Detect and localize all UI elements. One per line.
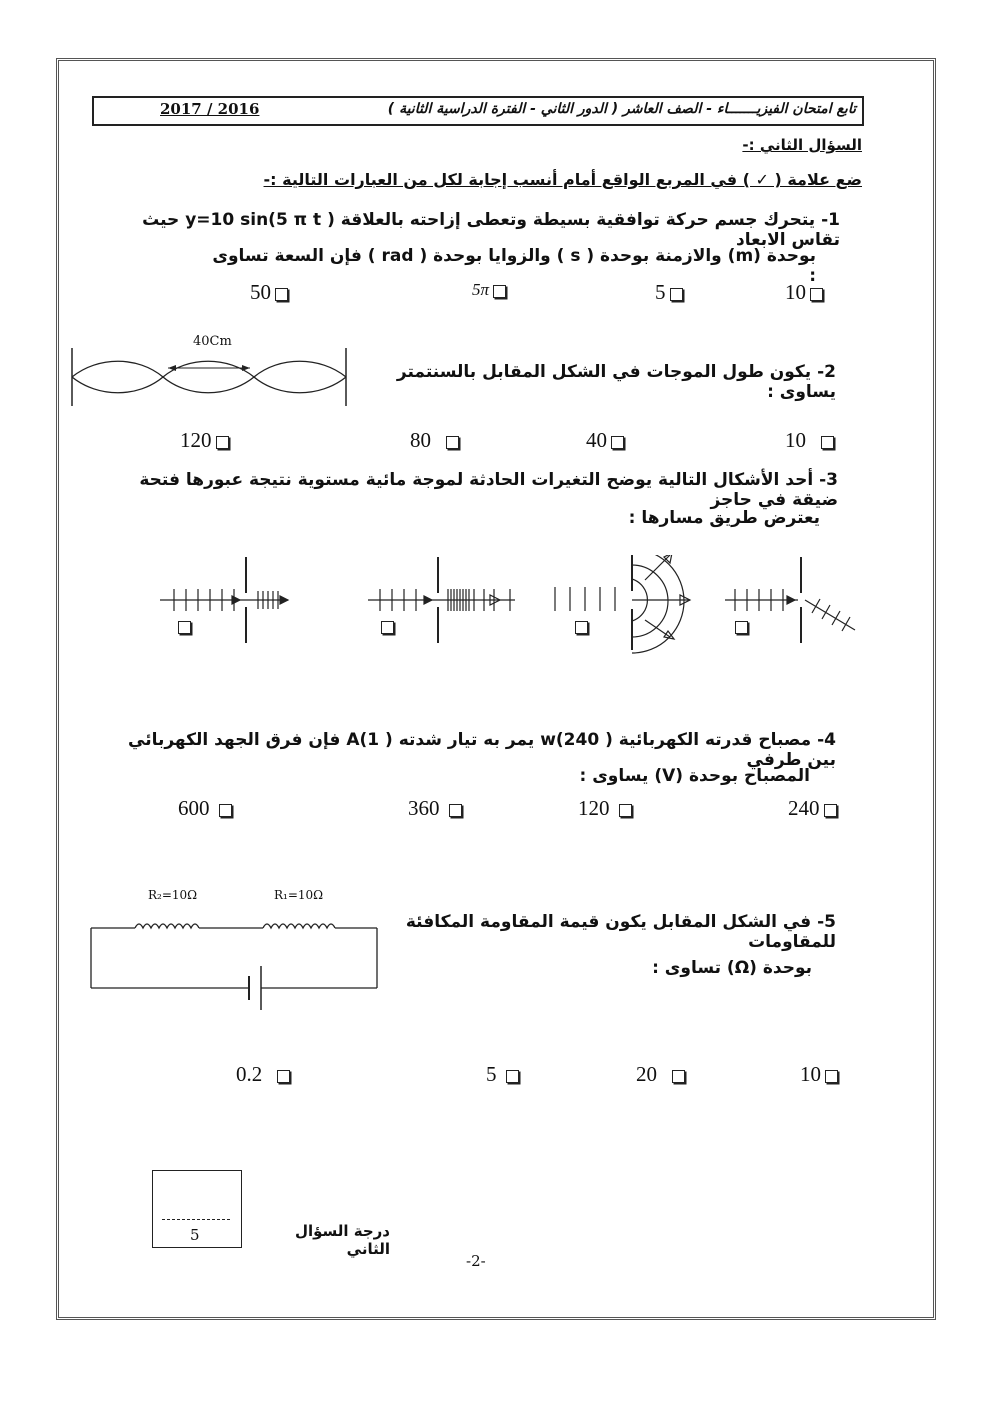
checkbox-icon[interactable] xyxy=(611,436,624,449)
figure-option-c xyxy=(555,555,690,653)
q5-option-4[interactable]: 0.2 xyxy=(236,1062,290,1087)
grade-label: درجة السؤال الثاني xyxy=(294,1222,390,1258)
page-number: -2- xyxy=(466,1252,486,1270)
q4-option-2[interactable]: 120 xyxy=(578,796,632,821)
q4-option-3[interactable]: 360 xyxy=(408,796,462,821)
q5-option-1[interactable]: 10 xyxy=(800,1062,838,1087)
exam-title: تابع امتحان الفيزيـــــــاء - الصف العاشر ( الدور الثاني - الفترة الدراسية الثانية ) xyxy=(387,101,856,117)
checkbox-icon[interactable] xyxy=(619,804,632,817)
q1-line1: 1- يتحرك جسم حركة توافقية بسيطة وتعطى إزاحته بالعلاقة ( y=10 sin(5 π t حيث تقاس الابعاد xyxy=(142,210,840,250)
q4-option-4[interactable]: 600 xyxy=(178,796,232,821)
q5-option-3[interactable]: 5 xyxy=(486,1062,519,1087)
q1-option-4[interactable]: 50 xyxy=(250,280,288,305)
grade-divider xyxy=(162,1219,230,1220)
checkbox-icon[interactable] xyxy=(672,1070,685,1083)
checkbox-icon[interactable] xyxy=(446,436,459,449)
section-title: السؤال الثاني :- xyxy=(742,136,862,154)
figure-b-checkbox[interactable] xyxy=(381,621,394,634)
q2-option-3[interactable]: 80 xyxy=(410,428,459,453)
exam-year: 2017 / 2016 xyxy=(160,100,260,118)
checkbox-icon[interactable] xyxy=(824,804,837,817)
q3-line2: يعترض طريق مسارها : xyxy=(628,508,820,528)
q2-option-2[interactable]: 40 xyxy=(586,428,624,453)
q2-option-1[interactable]: 10 xyxy=(785,428,834,453)
wave-length-label: 40Cm xyxy=(193,334,232,349)
q4-option-1[interactable]: 240 xyxy=(788,796,837,821)
q3-line1: 3- أحد الأشكال التالية يوضح التغيرات الحادثة لموجة مائية مستوية نتيجة عبورها فتحة ضيقة في حاجز xyxy=(139,470,838,510)
checkbox-icon[interactable] xyxy=(821,436,834,449)
checkbox-icon[interactable] xyxy=(277,1070,290,1083)
q1-option-2[interactable]: 5 xyxy=(655,280,683,305)
r2-label: R₂=10Ω xyxy=(148,888,198,902)
q1-option-1[interactable]: 10 xyxy=(785,280,823,305)
r1-label: R₁=10Ω xyxy=(274,888,324,902)
checkbox-icon[interactable] xyxy=(670,288,683,301)
figure-d-checkbox[interactable] xyxy=(735,621,748,634)
q5-line1: 5- في الشكل المقابل يكون قيمة المقاومة المكافئة للمقاومات xyxy=(405,912,836,952)
diffraction-figures xyxy=(160,555,860,655)
q1-line2: بوحدة (m) والازمنة بوحدة ( s ) والزوايا بوحدة ( rad ) فإن السعة تساوى : xyxy=(212,246,816,286)
checkbox-icon[interactable] xyxy=(216,436,229,449)
q2-text: 2- يكون طول الموجات في الشكل المقابل بالسنتمتر يساوى : xyxy=(396,362,836,402)
q5-line2: بوحدة (Ω) تساوى : xyxy=(652,958,812,978)
q2-option-4[interactable]: 120 xyxy=(180,428,229,453)
q1-option-3[interactable]: 5π xyxy=(472,280,506,300)
figure-c-checkbox[interactable] xyxy=(575,621,588,634)
q4-line1: 4- مصباح قدرته الكهربائية w(240 ) يمر به تيار شدته A(1 ) فإن فرق الجهد الكهربائي بين طرفي xyxy=(128,730,836,770)
checkbox-icon[interactable] xyxy=(275,288,288,301)
grade-total: 5 xyxy=(190,1226,200,1244)
series-circuit-figure xyxy=(85,910,385,1010)
checkbox-icon[interactable] xyxy=(810,288,823,301)
q5-option-2[interactable]: 20 xyxy=(636,1062,685,1087)
instruction: ضع علامة ( ✓ ) في المربع الواقع أمام أنسب إجابة لكل من العبارات التالية :- xyxy=(263,170,862,189)
q4-line2: المصباح بوحدة (V) يساوى : xyxy=(579,766,810,786)
figure-a-checkbox[interactable] xyxy=(178,621,191,634)
checkbox-icon[interactable] xyxy=(825,1070,838,1083)
checkbox-icon[interactable] xyxy=(449,804,462,817)
checkbox-icon[interactable] xyxy=(506,1070,519,1083)
checkbox-icon[interactable] xyxy=(493,285,506,298)
checkbox-icon[interactable] xyxy=(219,804,232,817)
